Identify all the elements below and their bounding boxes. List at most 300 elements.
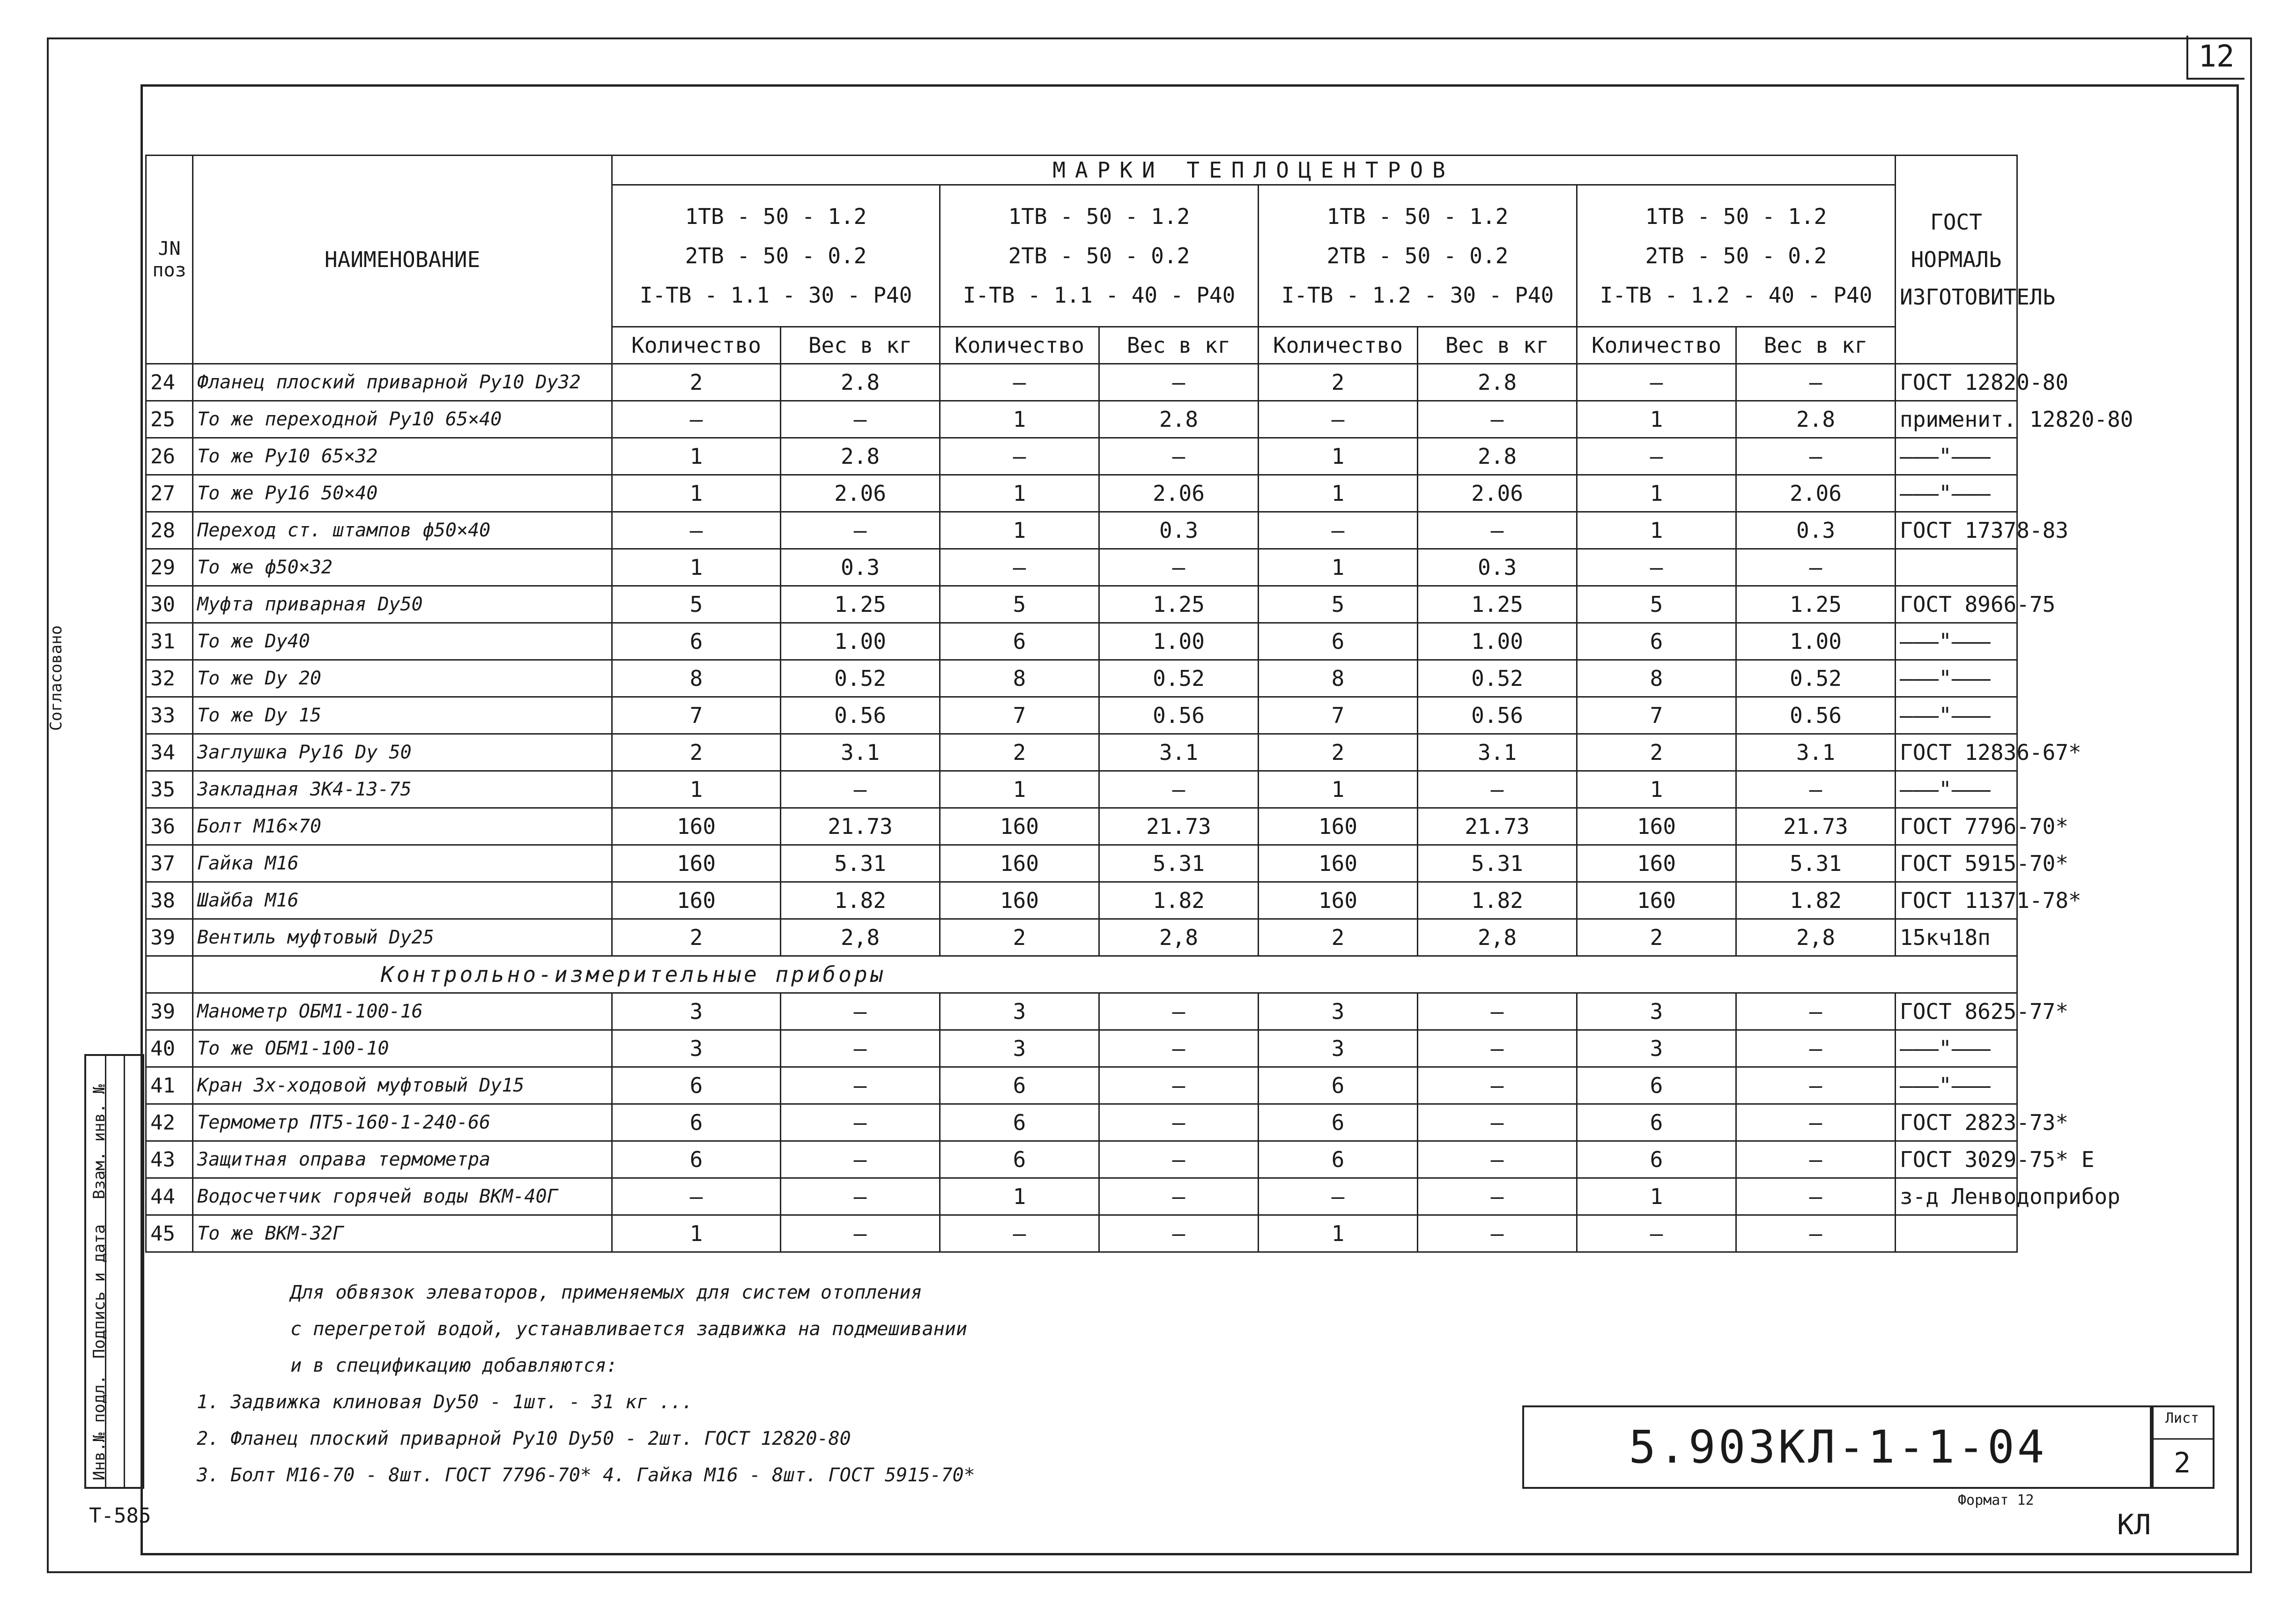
qty-cell: 160 (612, 882, 781, 919)
table-row (146, 808, 2017, 845)
spec-rows (146, 364, 2133, 956)
row-name: Манометр ОБМ1-100-16 (193, 993, 612, 1030)
qty-cell: 7 (612, 697, 781, 734)
row-name: То же ОБМ1-100-10 (193, 1030, 612, 1067)
qty-cell: 3 (1577, 993, 1736, 1030)
row-gost: ———"——— (1896, 1067, 2017, 1104)
mark-code: I-ТВ - 1.2 - 40 - Р40 (1600, 282, 1873, 308)
row-pos: 40 (146, 1030, 193, 1067)
margin-label-inv: Инв.№ подл. (90, 1375, 109, 1480)
qty-cell: 6 (1577, 1104, 1736, 1141)
qty-cell: 1 (612, 549, 781, 586)
qty-cell: 5 (1259, 586, 1418, 623)
qty-cell: 2 (1259, 364, 1418, 401)
sheet-label: Лист (2165, 1410, 2200, 1427)
qty-cell: 1 (612, 475, 781, 512)
qty-cell: 6 (1577, 1141, 1736, 1178)
qty-cell: 5 (612, 586, 781, 623)
weight-cell: — (1099, 364, 1259, 401)
qty-cell: 3 (940, 1030, 1099, 1067)
qty-cell: 1 (1577, 512, 1736, 549)
row-pos: 45 (146, 1215, 193, 1252)
qty-cell: 8 (612, 660, 781, 697)
corner-mark: КЛ (2117, 1508, 2151, 1541)
qty-cell: 3 (612, 1030, 781, 1067)
row-pos: 27 (146, 475, 193, 512)
row-gost (1896, 549, 2017, 586)
qty-cell: 1 (940, 1178, 1099, 1215)
qty-cell: 7 (1259, 697, 1418, 734)
qty-cell: 6 (940, 623, 1099, 660)
row-gost: ГОСТ 17378-83 (1896, 512, 2017, 549)
weight-cell: — (1418, 1030, 1577, 1067)
weight-cell: 0.56 (1418, 697, 1577, 734)
weight-header: Вес в кг (1418, 327, 1577, 364)
note-line: 2. Фланец плоский приварной Ру10 Dу50 - 2шт. ГОСТ 12820-80 (197, 1428, 851, 1449)
weight-cell: — (781, 1178, 940, 1215)
row-pos: 37 (146, 845, 193, 882)
weight-cell: 1.00 (1099, 623, 1259, 660)
row-name: Болт М16×70 (193, 808, 612, 845)
weight-cell: 2.06 (1736, 475, 1896, 512)
qty-cell: 2 (1259, 919, 1418, 956)
weight-cell: — (781, 1030, 940, 1067)
weight-cell: — (1736, 1178, 1896, 1215)
qty-header: Количество (940, 327, 1099, 364)
row-pos: 38 (146, 882, 193, 919)
row-pos: 24 (146, 364, 193, 401)
qty-cell: 1 (1259, 475, 1418, 512)
weight-cell: 2,8 (1099, 919, 1259, 956)
qty-cell: — (940, 364, 1099, 401)
weight-cell: — (1736, 1067, 1896, 1104)
row-pos: 36 (146, 808, 193, 845)
qty-header: Количество (612, 327, 781, 364)
row-name: Защитная оправа термометра (193, 1141, 612, 1178)
qty-cell: 6 (1259, 623, 1418, 660)
weight-cell: — (781, 993, 940, 1030)
weight-cell: — (1736, 993, 1896, 1030)
row-gost: ———"——— (1896, 697, 2017, 734)
weight-cell: 2.06 (1418, 475, 1577, 512)
mark-code: I-ТВ - 1.1 - 30 - Р40 (639, 282, 912, 308)
spec-table (145, 155, 2133, 1253)
weight-cell: — (1099, 1104, 1259, 1141)
qty-cell: 3 (612, 993, 781, 1030)
qty-cell: — (1259, 1178, 1418, 1215)
row-pos: 35 (146, 771, 193, 808)
row-gost: ГОСТ 12836-67* (1896, 734, 2017, 771)
mark-group-3 (1259, 185, 1577, 327)
row-pos: 31 (146, 623, 193, 660)
row-gost: ГОСТ 2823-73* (1896, 1104, 2017, 1141)
row-pos: 43 (146, 1141, 193, 1178)
qty-cell: 2 (612, 734, 781, 771)
qty-cell: 6 (1259, 1141, 1418, 1178)
table-row (146, 1141, 2017, 1178)
row-name: То же Ру10 65×32 (193, 438, 612, 475)
weight-cell: 1.82 (781, 882, 940, 919)
weight-cell: — (1736, 1141, 1896, 1178)
row-gost: ГОСТ 3029-75* Е (1896, 1141, 2017, 1178)
qty-cell: 5 (1577, 586, 1736, 623)
section-row (146, 956, 2017, 993)
weight-cell: — (1418, 1067, 1577, 1104)
qty-cell: 160 (1259, 845, 1418, 882)
row-gost: ———"——— (1896, 623, 2017, 660)
qty-cell: — (612, 512, 781, 549)
qty-cell: 6 (612, 1104, 781, 1141)
weight-cell: — (1099, 549, 1259, 586)
qty-cell: 1 (1259, 549, 1418, 586)
weight-cell: 2.06 (781, 475, 940, 512)
margin-label-replace: Взам. инв. № (90, 1084, 109, 1199)
weight-cell: 2.8 (1736, 401, 1896, 438)
qty-cell: — (1259, 512, 1418, 549)
qty-cell: — (1577, 549, 1736, 586)
table-row (146, 882, 2017, 919)
weight-cell: 5.31 (1418, 845, 1577, 882)
pos-header: JN поз (146, 156, 193, 364)
qty-cell: 160 (940, 845, 1099, 882)
instrument-rows (146, 993, 2120, 1252)
qty-cell: 1 (940, 771, 1099, 808)
weight-cell: 1.82 (1099, 882, 1259, 919)
qty-cell: 8 (1259, 660, 1418, 697)
qty-cell: 1 (940, 512, 1099, 549)
weight-cell: 2.8 (1418, 364, 1577, 401)
weight-cell: 3.1 (1736, 734, 1896, 771)
weight-cell: 0.3 (781, 549, 940, 586)
weight-cell: 2.8 (1418, 438, 1577, 475)
weight-cell: 0.52 (781, 660, 940, 697)
mark-code: 1ТВ - 50 - 1.2 (1326, 204, 1509, 229)
mark-code: 1ТВ - 50 - 1.2 (1645, 204, 1827, 229)
qty-cell: — (940, 1215, 1099, 1252)
row-pos: 39 (146, 919, 193, 956)
mark-code: I-ТВ - 1.2 - 30 - Р40 (1281, 282, 1554, 308)
qty-cell: 1 (1577, 771, 1736, 808)
qty-cell: 6 (612, 623, 781, 660)
weight-cell: — (1099, 1141, 1259, 1178)
weight-cell: 2.06 (1099, 475, 1259, 512)
row-gost: з-д Ленводоприбор (1896, 1178, 2017, 1215)
weight-cell: 1.25 (1099, 586, 1259, 623)
section-pos (146, 956, 193, 993)
qty-header: Количество (1259, 327, 1418, 364)
weight-cell: 3.1 (1418, 734, 1577, 771)
table-row (146, 919, 2017, 956)
weight-cell: — (1736, 1215, 1896, 1252)
table-row (146, 993, 2017, 1030)
table-row (146, 438, 2017, 475)
mark-code: 2ТВ - 50 - 0.2 (1326, 243, 1509, 268)
weight-cell: 1.00 (781, 623, 940, 660)
qty-cell: 7 (1577, 697, 1736, 734)
row-name: То же ВКМ-32Г (193, 1215, 612, 1252)
row-name: Переход ст. штампов ф50×40 (193, 512, 612, 549)
row-gost: ———"——— (1896, 438, 2017, 475)
weight-header: Вес в кг (1736, 327, 1896, 364)
row-name: Гайка М16 (193, 845, 612, 882)
weight-cell: — (1418, 512, 1577, 549)
weight-cell: 1.00 (1418, 623, 1577, 660)
qty-header: Количество (1577, 327, 1736, 364)
weight-cell: 0.56 (1736, 697, 1896, 734)
weight-cell: 5.31 (1099, 845, 1259, 882)
weight-cell: — (1418, 1178, 1577, 1215)
title-stamp (1522, 1405, 2154, 1489)
qty-cell: 6 (1259, 1067, 1418, 1104)
mark-group-2 (940, 185, 1259, 327)
row-name: Муфта приварная Dу50 (193, 586, 612, 623)
row-name: То же ф50×32 (193, 549, 612, 586)
row-name: Кран 3х-ходовой муфтовый Dу15 (193, 1067, 612, 1104)
row-gost: применит. 12820-80 (1896, 401, 2017, 438)
header-row-marks (146, 156, 2017, 185)
table-row (146, 1215, 2017, 1252)
qty-cell: 3 (940, 993, 1099, 1030)
qty-cell: 2 (1259, 734, 1418, 771)
weight-cell: — (781, 771, 940, 808)
qty-cell: 6 (1577, 1067, 1736, 1104)
row-pos: 28 (146, 512, 193, 549)
weight-cell: 0.52 (1418, 660, 1577, 697)
weight-cell: 0.3 (1736, 512, 1896, 549)
weight-cell: — (781, 401, 940, 438)
row-name: То же Ру16 50×40 (193, 475, 612, 512)
row-name: Шайба М16 (193, 882, 612, 919)
weight-header: Вес в кг (1099, 327, 1259, 364)
weight-cell: 2,8 (1736, 919, 1896, 956)
qty-cell: 6 (940, 1067, 1099, 1104)
row-name: То же Dу40 (193, 623, 612, 660)
qty-cell: 6 (1577, 623, 1736, 660)
table-row (146, 845, 2017, 882)
qty-cell: 6 (612, 1067, 781, 1104)
table-row (146, 734, 2017, 771)
weight-cell: 0.56 (1099, 697, 1259, 734)
qty-cell: 6 (1259, 1104, 1418, 1141)
qty-cell: 1 (940, 401, 1099, 438)
weight-cell: 0.3 (1418, 549, 1577, 586)
qty-cell: 1 (1259, 771, 1418, 808)
weight-cell: — (1099, 771, 1259, 808)
mark-code: 2ТВ - 50 - 0.2 (1645, 243, 1827, 268)
row-name: То же Dу 20 (193, 660, 612, 697)
qty-cell: — (940, 549, 1099, 586)
qty-cell: 1 (1577, 475, 1736, 512)
row-pos: 41 (146, 1067, 193, 1104)
qty-cell: 6 (612, 1141, 781, 1178)
qty-cell: 160 (1577, 882, 1736, 919)
weight-cell: 1.25 (1418, 586, 1577, 623)
qty-cell: — (612, 401, 781, 438)
weight-cell: 0.56 (781, 697, 940, 734)
mark-code: 1ТВ - 50 - 1.2 (685, 204, 867, 229)
weight-cell: 21.73 (1418, 808, 1577, 845)
weight-cell: 21.73 (1099, 808, 1259, 845)
weight-cell: 1.82 (1736, 882, 1896, 919)
qty-cell: 160 (1259, 808, 1418, 845)
weight-cell: — (1099, 1215, 1259, 1252)
qty-cell: 1 (1259, 1215, 1418, 1252)
qty-cell: 1 (940, 475, 1099, 512)
mark-code: 2ТВ - 50 - 0.2 (685, 243, 867, 268)
note-line: 1. Задвижка клиновая Dу50 - 1шт. - 31 кг ... (197, 1391, 693, 1413)
weight-cell: 5.31 (1736, 845, 1896, 882)
weight-cell: — (1418, 993, 1577, 1030)
row-pos: 34 (146, 734, 193, 771)
marks-header: МАРКИ ТЕПЛОЦЕНТРОВ (612, 156, 1896, 185)
weight-cell: — (1099, 993, 1259, 1030)
qty-cell: 160 (1577, 845, 1736, 882)
weight-cell: — (1736, 364, 1896, 401)
qty-cell: — (612, 1178, 781, 1215)
qty-cell: — (1577, 364, 1736, 401)
qty-cell: 6 (940, 1141, 1099, 1178)
format-label: Формат 12 (1958, 1492, 2034, 1508)
weight-cell: 3.1 (781, 734, 940, 771)
table-row (146, 549, 2017, 586)
table-row (146, 1030, 2017, 1067)
row-name: Фланец плоский приварной Ру10 Dу32 (193, 364, 612, 401)
weight-cell: — (1736, 1030, 1896, 1067)
mark-group-4 (1577, 185, 1896, 327)
weight-cell: — (1099, 1030, 1259, 1067)
weight-cell: 2,8 (781, 919, 940, 956)
qty-cell: 1 (612, 438, 781, 475)
mark-code: 1ТВ - 50 - 1.2 (1008, 204, 1190, 229)
row-gost: ———"——— (1896, 660, 2017, 697)
drawing-code: 5.903КЛ-1-1-04 (1629, 1421, 2047, 1473)
weight-cell: — (1418, 1141, 1577, 1178)
row-gost: ———"——— (1896, 771, 2017, 808)
weight-cell: 1.25 (781, 586, 940, 623)
note-line: с перегретой водой, устанавливается задвижка на подмешивании (290, 1318, 967, 1340)
weight-cell: 0.52 (1736, 660, 1896, 697)
qty-cell: 160 (940, 882, 1099, 919)
qty-cell: 2 (1577, 919, 1736, 956)
row-name: То же переходной Ру10 65×40 (193, 401, 612, 438)
row-name: Термометр ПТ5-160-1-240-66 (193, 1104, 612, 1141)
section-title: Контрольно-измерительные приборы (193, 956, 2017, 993)
table-row (146, 697, 2017, 734)
qty-cell: 2 (612, 919, 781, 956)
weight-cell: — (1736, 549, 1896, 586)
table-row (146, 1104, 2017, 1141)
row-gost: ГОСТ 8966-75 (1896, 586, 2017, 623)
qty-cell: 2 (1577, 734, 1736, 771)
row-name: Закладная ЗК4-13-75 (193, 771, 612, 808)
table-row (146, 401, 2017, 438)
corner-code: Т-585 (89, 1504, 151, 1528)
gost-header: ГОСТ НОРМАЛЬ ИЗГОТОВИТЕЛЬ (1896, 156, 2017, 364)
qty-cell: — (940, 438, 1099, 475)
table-row (146, 586, 2017, 623)
qty-cell: — (1577, 438, 1736, 475)
weight-cell: — (1099, 1178, 1259, 1215)
table-row (146, 771, 2017, 808)
notes-block (197, 1274, 975, 1494)
qty-cell: — (1259, 401, 1418, 438)
row-name: Вентиль муфтовый Dу25 (193, 919, 612, 956)
mark-code: 2ТВ - 50 - 0.2 (1008, 243, 1190, 268)
note-line: 3. Болт М16-70 - 8шт. ГОСТ 7796-70* 4. Гайка М16 - 8шт. ГОСТ 5915-70* (197, 1464, 975, 1486)
row-gost: ГОСТ 8625-77* (1896, 993, 2017, 1030)
mark-group-1 (612, 185, 940, 327)
weight-cell: 0.3 (1099, 512, 1259, 549)
qty-cell: — (1577, 1215, 1736, 1252)
margin-divider (124, 1056, 125, 1487)
qty-cell: 3 (1577, 1030, 1736, 1067)
weight-cell: 1.25 (1736, 586, 1896, 623)
weight-cell: — (1418, 771, 1577, 808)
table-row (146, 364, 2017, 401)
weight-cell: — (781, 1104, 940, 1141)
weight-cell: 2,8 (1418, 919, 1577, 956)
table-row (146, 1067, 2017, 1104)
table-row (146, 512, 2017, 549)
mark-code: I-ТВ - 1.1 - 40 - Р40 (963, 282, 1236, 308)
qty-cell: 1 (612, 1215, 781, 1252)
row-gost: ГОСТ 12820-80 (1896, 364, 2017, 401)
weight-cell: — (1418, 401, 1577, 438)
row-gost: 15кч18п (1896, 919, 2017, 956)
qty-cell: 3 (1259, 993, 1418, 1030)
margin-label-agreed: Согласовано (47, 625, 66, 731)
table-row (146, 623, 2017, 660)
weight-cell: — (1736, 438, 1896, 475)
qty-cell: 6 (940, 1104, 1099, 1141)
qty-cell: 7 (940, 697, 1099, 734)
row-gost: ГОСТ 11371-78* (1896, 882, 2017, 919)
row-pos: 33 (146, 697, 193, 734)
weight-cell: 5.31 (781, 845, 940, 882)
sheet-number: 12 (2186, 36, 2244, 80)
qty-cell: 160 (1259, 882, 1418, 919)
qty-cell: 2 (940, 919, 1099, 956)
qty-cell: 8 (1577, 660, 1736, 697)
margin-label-sign: Подпись и дата (90, 1224, 109, 1359)
qty-cell: 8 (940, 660, 1099, 697)
qty-cell: 160 (940, 808, 1099, 845)
weight-cell: 0.52 (1099, 660, 1259, 697)
row-pos: 30 (146, 586, 193, 623)
qty-cell: 160 (1577, 808, 1736, 845)
table-row (146, 660, 2017, 697)
weight-cell: — (1099, 438, 1259, 475)
weight-cell: 1.82 (1418, 882, 1577, 919)
row-pos: 26 (146, 438, 193, 475)
weight-header: Вес в кг (781, 327, 940, 364)
row-pos: 29 (146, 549, 193, 586)
qty-cell: 5 (940, 586, 1099, 623)
sheet-num: 2 (2152, 1438, 2213, 1486)
row-name: Водосчетчик горячей воды ВКМ-40Г (193, 1178, 612, 1215)
row-pos: 39 (146, 993, 193, 1030)
qty-cell: 160 (612, 808, 781, 845)
qty-cell: 160 (612, 845, 781, 882)
row-gost (1896, 1215, 2017, 1252)
weight-cell: 3.1 (1099, 734, 1259, 771)
row-gost: ———"——— (1896, 475, 2017, 512)
weight-cell: — (1736, 1104, 1896, 1141)
weight-cell: — (1418, 1104, 1577, 1141)
name-header: НАИМЕНОВАНИЕ (193, 156, 612, 364)
weight-cell: 2.8 (781, 438, 940, 475)
qty-cell: 1 (1577, 401, 1736, 438)
